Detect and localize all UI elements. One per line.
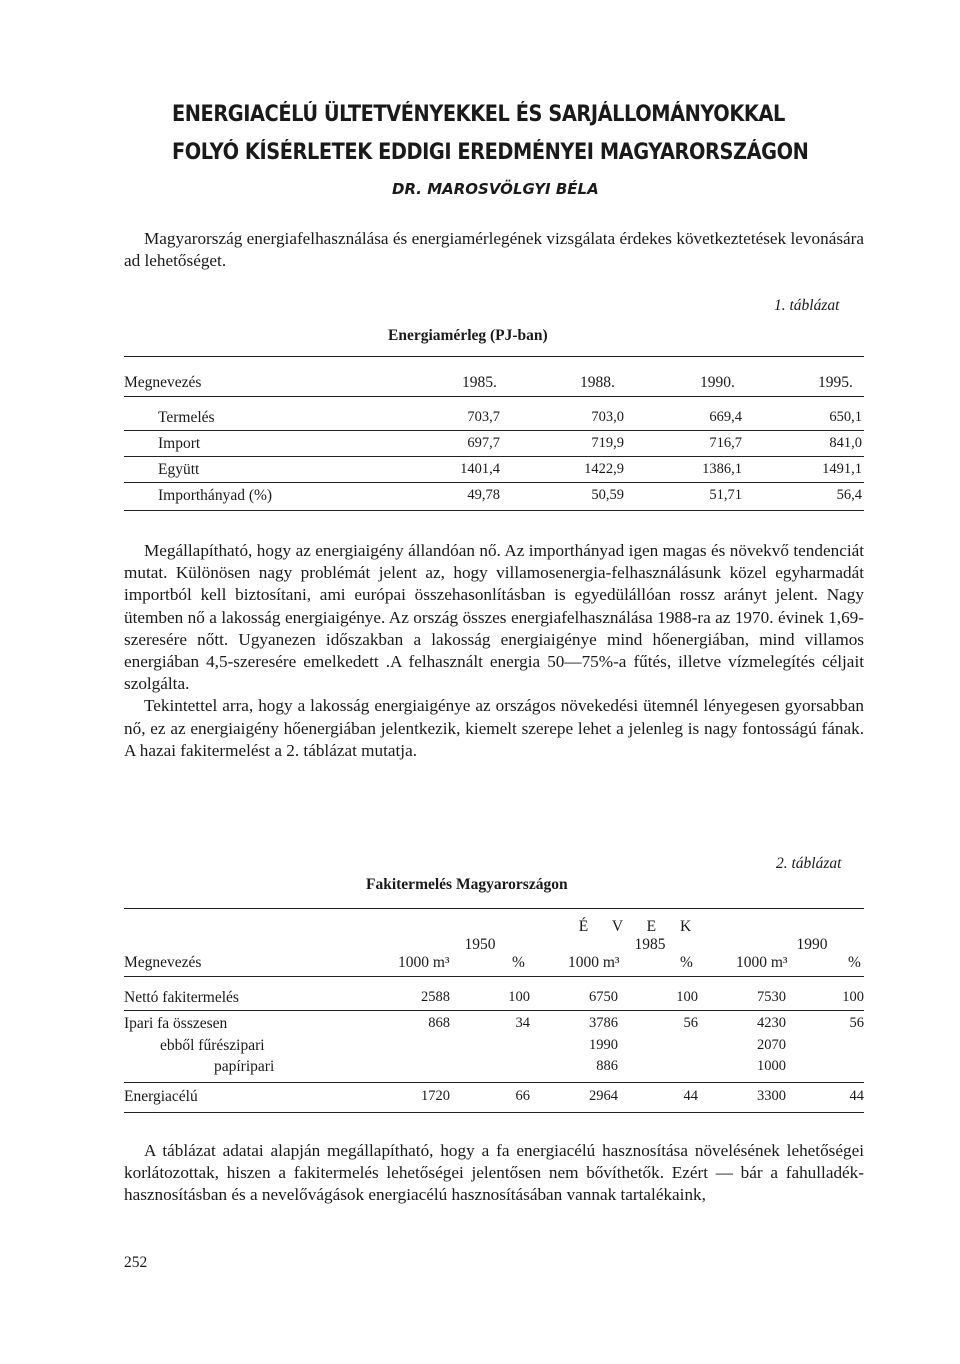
table2-top-rule	[124, 908, 864, 909]
table2-year-2: 1985	[634, 936, 666, 953]
table2-cell: 56	[683, 1015, 698, 1031]
table2-bottom-rule	[124, 1112, 864, 1113]
table1-year-3: 1990.	[700, 374, 735, 391]
body-paragraphs	[124, 540, 864, 762]
table2-cell: 1990	[589, 1037, 618, 1053]
table1-cell: 50,59	[591, 487, 624, 503]
table2-cell: 44	[849, 1088, 864, 1104]
closing-text: A táblázat adatai alapján megállapítható, hogy a fa energiacélú hasznosítása növelésének lehetőségei korlátozottak, hiszen a fakitermelés lehetőségei jelentősen nem bővíthetők. Ezért — bár a fahulladék-hasznosításban és a nevelővágások energiacélú hasznosításában vannak tartalékaink,	[124, 1141, 864, 1205]
table2-cell: 100	[508, 989, 530, 1005]
table2-unit-1: 1000 m³	[398, 954, 450, 971]
table1-row-rule	[124, 430, 864, 431]
table2-cell: 44	[683, 1088, 698, 1104]
table2-year-1: 1950	[464, 936, 496, 953]
table1-title: Energiamérleg (PJ-ban)	[388, 327, 548, 344]
table2-cell: 1000	[757, 1058, 786, 1074]
article-title-line-2: FOLYÓ KÍSÉRLETEK EDDIGI EREDMÉNYEI MAGYARORSZÁGON	[172, 140, 809, 165]
table1-row-label: Importhányad (%)	[158, 487, 273, 504]
table2-cell: 56	[849, 1015, 864, 1031]
table2-row-label: Energiacélú	[124, 1088, 198, 1105]
table1-label: 1. táblázat	[774, 297, 840, 314]
table2-row-label: Ipari fa összesen	[124, 1015, 228, 1032]
table1-cell: 716,7	[709, 435, 742, 451]
table2-cell: 3300	[757, 1088, 786, 1104]
table2-cell: 7530	[757, 989, 786, 1005]
table1-row-label: Termelés	[158, 409, 215, 426]
table1-cell: 650,1	[829, 409, 862, 425]
table2-cell: 34	[515, 1015, 530, 1031]
table2-cell: 100	[842, 989, 864, 1005]
table1-cell: 1491,1	[822, 461, 862, 477]
table1-row-label: Import	[158, 435, 201, 452]
table1-cell: 703,0	[591, 409, 624, 425]
table2-cell: 3786	[589, 1015, 618, 1031]
table1-cell: 697,7	[467, 435, 500, 451]
table2-cell: 2588	[421, 989, 450, 1005]
table1-cell: 719,9	[591, 435, 624, 451]
table2-pct-1: %	[512, 954, 525, 971]
table2-cell: 100	[676, 989, 698, 1005]
table2-label: 2. táblázat	[776, 855, 842, 872]
table2-row-label: ebből fűrészipari	[160, 1037, 265, 1054]
table2-header-rule	[124, 976, 864, 977]
table2-row-rule	[124, 1082, 864, 1083]
table1-cell: 51,71	[709, 487, 742, 503]
table1-year-1: 1985.	[462, 374, 497, 391]
table2-cell: 66	[515, 1088, 530, 1104]
table2-cell: 1720	[421, 1088, 450, 1104]
table1-row-label: Együtt	[158, 461, 200, 478]
table1-bottom-rule	[124, 510, 864, 511]
closing-paragraph	[124, 1140, 864, 1207]
table2-cell: 868	[428, 1015, 450, 1031]
table1-cell: 669,4	[709, 409, 742, 425]
table2-row-rule	[124, 1010, 864, 1011]
table2-row-label: papíripari	[214, 1058, 275, 1075]
table1-cell: 1401,4	[460, 461, 500, 477]
table2-cell: 2070	[757, 1037, 786, 1053]
table1-top-rule	[124, 356, 864, 357]
table1-year-2: 1988.	[580, 374, 615, 391]
table2-unit-3: 1000 m³	[736, 954, 788, 971]
page-number: 252	[124, 1254, 148, 1271]
table2-title: Fakitermelés Magyarországon	[366, 876, 568, 893]
table2-unit-2: 1000 m³	[568, 954, 620, 971]
author-name: DR. MAROSVÖLGYI BÉLA	[392, 180, 599, 198]
table2-pct-3: %	[848, 954, 861, 971]
table1-header-rule	[124, 396, 864, 397]
table2-cell: 4230	[757, 1015, 786, 1031]
table2-cell: 6750	[589, 989, 618, 1005]
table1-cell: 841,0	[829, 435, 862, 451]
table1-cell: 703,7	[467, 409, 500, 425]
article-title-line-1: ENERGIACÉLÚ ÜLTETVÉNYEKKEL ÉS SARJÁLLOMÁNYOKKAL	[172, 102, 785, 127]
body-paragraph-2: Tekintettel arra, hogy a lakosság energiaigénye az országos növekedési ütemnél lényegesen gyorsabban nő, ez az energiaigény hőenergiában jelentkezik, kiemelt szerepe lehet a jelenleg is nagy fontosságú fának. A hazai fakitermelést a 2. táblázat mutatja.	[124, 696, 864, 760]
table2-pct-2: %	[680, 954, 693, 971]
table1-cell: 56,4	[836, 487, 862, 503]
table2-group-header: É V E K	[578, 918, 702, 935]
table1-row-rule	[124, 456, 864, 457]
table1-row-rule	[124, 482, 864, 483]
table2-year-3: 1990	[796, 936, 828, 953]
table1-cell: 1386,1	[702, 461, 742, 477]
table2-row-label: Nettó fakitermelés	[124, 989, 239, 1006]
table1-cell: 49,78	[467, 487, 500, 503]
table1-header-label: Megnevezés	[124, 374, 202, 391]
table2-header-label: Megnevezés	[124, 954, 202, 971]
table2-cell: 2964	[589, 1088, 618, 1104]
intro-text: Magyarország energiafelhasználása és energiamérlegének vizsgálata érdekes következtetések levonására ad lehetőséget.	[124, 229, 864, 271]
body-paragraph-1: Megállapítható, hogy az energiaigény állandóan nő. Az importhányad igen magas és növekvő tendenciát mutat. Különösen nagy problémát jelent az, hogy villamosenergia-felhasználásunk közel egyharmadát importból kell biztosítani, ami európai összehasonlításban is egyedülállóan rossz arányt jelent. Nagy ütemben nő a lakosság energiaigénye. Az ország összes energiafelhasználása 1988-ra az 1970. évinek 1,69-szeresére nőtt. Ugyanezen időszakban a lakosság energiaigénye mind hőenergiában, mind villamos energiában 4,5-szeresére emelkedett .A felhasznált energia 50—75%-a fűtés, illetve vízmelegítés céljait szolgálta.	[124, 541, 864, 694]
table1-cell: 1422,9	[584, 461, 624, 477]
table2-cell: 886	[596, 1058, 618, 1074]
intro-paragraph	[124, 228, 864, 272]
table1-year-4: 1995.	[818, 374, 853, 391]
